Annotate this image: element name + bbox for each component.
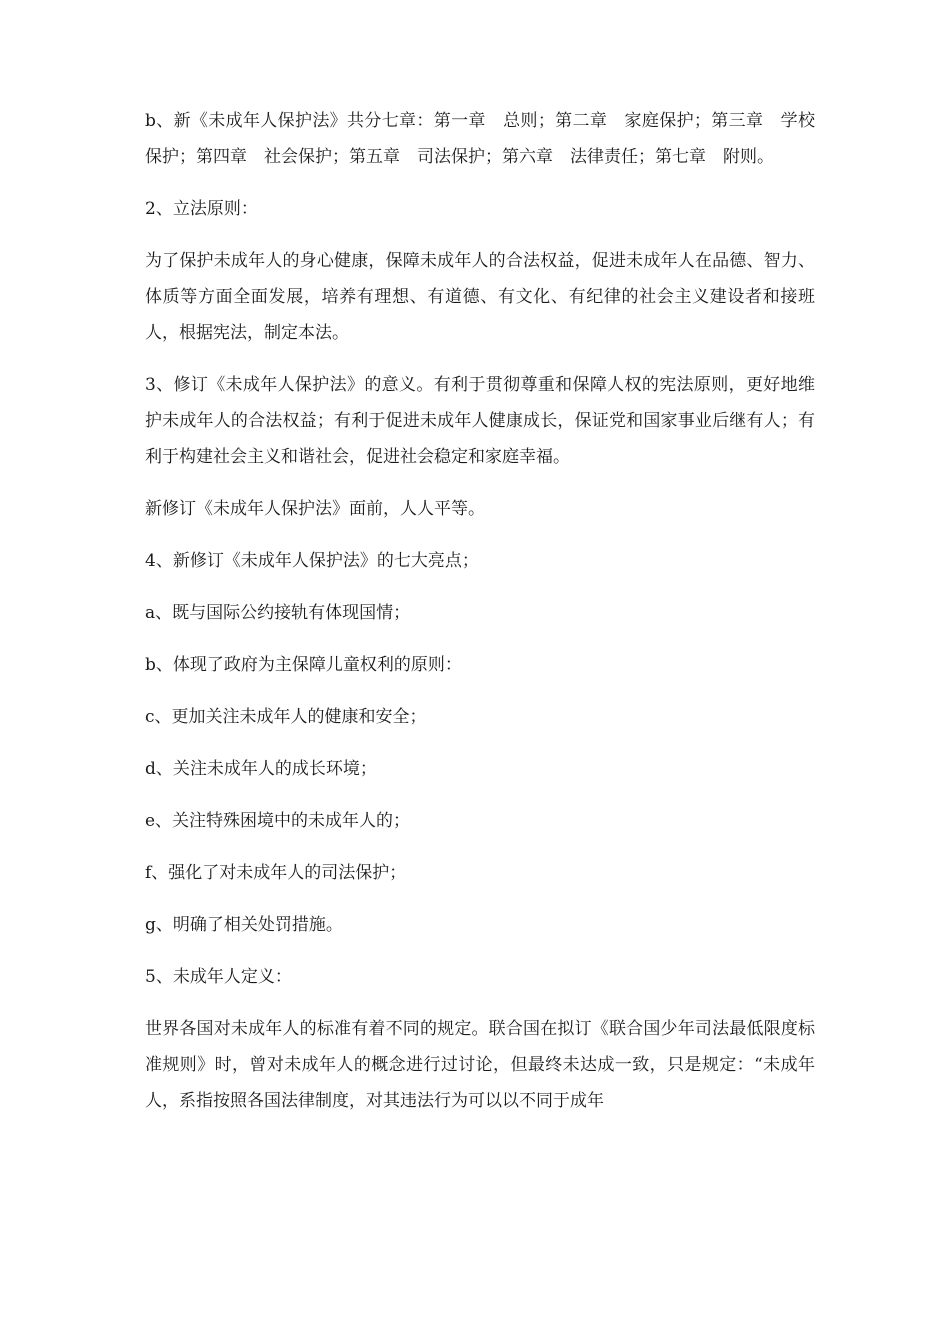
- list-item-highlight-d: d、关注未成年人的成长环境；: [145, 759, 377, 779]
- list-item-highlight-f: f、强化了对未成年人的司法保护；: [145, 863, 407, 883]
- document-body: [145, 103, 815, 1135]
- list-item-highlight-e: e、关注特殊困境中的未成年人的；: [145, 811, 411, 831]
- paragraph-equality: 新修订《未成年人保护法》面前，人人平等。: [145, 499, 485, 519]
- list-item-highlight-a: a、既与国际公约接轨有体现国情；: [145, 603, 411, 623]
- heading-legislative-principle: 2、立法原则：: [145, 199, 258, 219]
- paragraph-chapters: b、新《未成年人保护法》共分七章：第一章 总则；第二章 家庭保护；第三章 学校保护；第四章 社会保护；第五章 司法保护；第六章 法律责任；第七章 附则。: [145, 111, 815, 167]
- paragraph-revision-significance: 3、修订《未成年人保护法》的意义。有利于贯彻尊重和保障人权的宪法原则，更好地维护未成年人的合法权益；有利于促进未成年人健康成长，保证党和国家事业后继有人；有利于构建社会主义和谐社会，促进社会稳定和家庭幸福。: [145, 375, 815, 467]
- paragraph-minor-definition: 世界各国对未成年人的标准有着不同的规定。联合国在拟订《联合国少年司法最低限度标准规则》时，曾对未成年人的概念进行过讨论，但最终未达成一致，只是规定：“未成年人，系指按照各国法律制度，对其违法行为可以以不同于成年: [145, 1019, 815, 1111]
- heading-seven-highlights: 4、新修订《未成年人保护法》的七大亮点；: [145, 551, 479, 571]
- list-item-highlight-c: c、更加关注未成年人的健康和安全；: [145, 707, 427, 727]
- list-item-highlight-g: g、明确了相关处罚措施。: [145, 915, 343, 935]
- heading-minor-definition: 5、未成年人定义：: [145, 967, 292, 987]
- list-item-highlight-b: b、体现了政府为主保障儿童权利的原则：: [145, 655, 462, 675]
- paragraph-legislative-principle: 为了保护未成年人的身心健康，保障未成年人的合法权益，促进未成年人在品德、智力、体质等方面全面发展，培养有理想、有道德、有文化、有纪律的社会主义建设者和接班人，根据宪法，制定本法。: [145, 251, 815, 343]
